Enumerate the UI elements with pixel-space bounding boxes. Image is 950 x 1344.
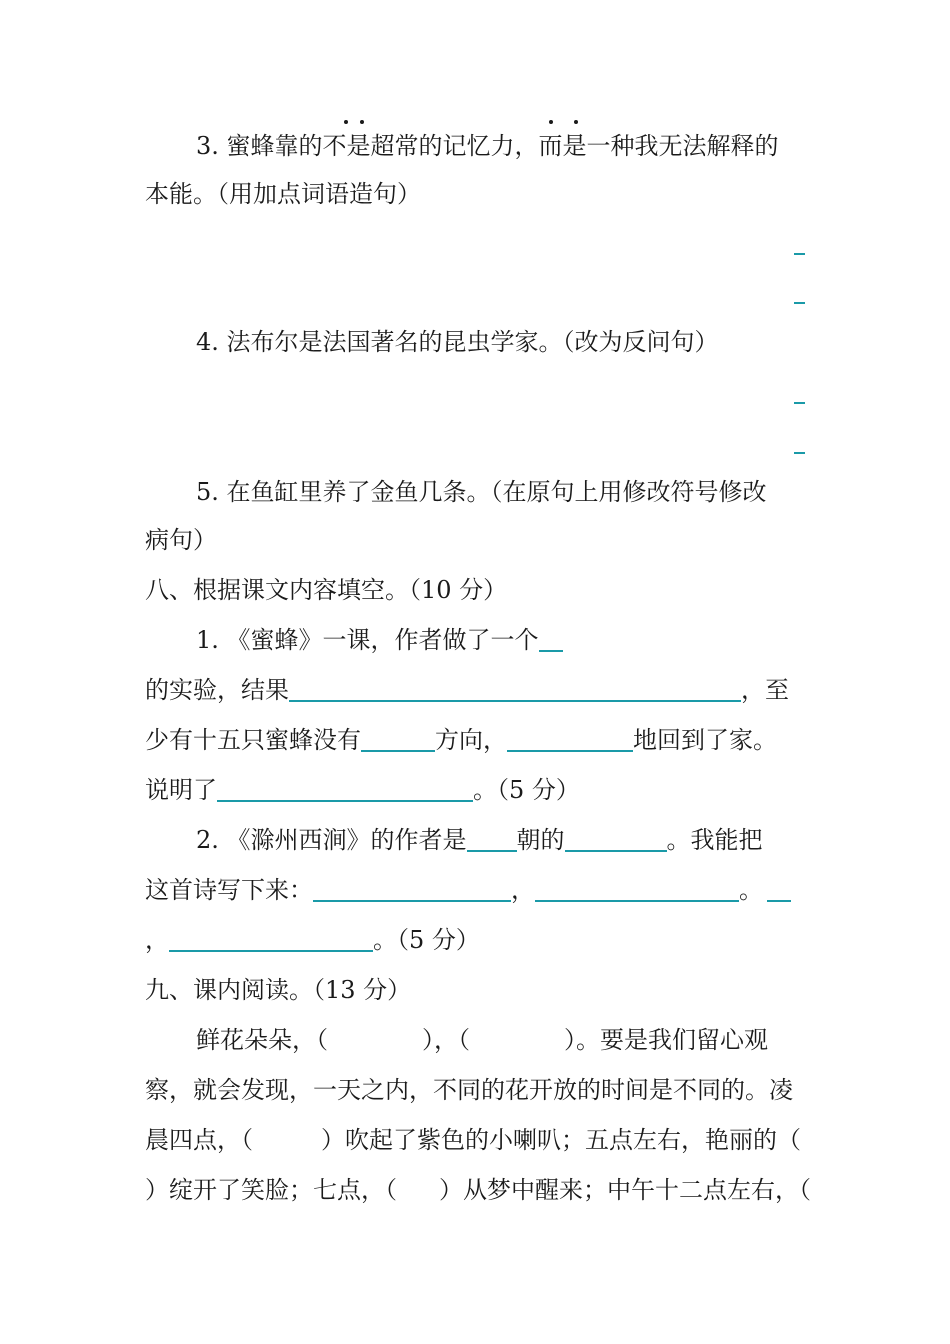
q7-item5-line2: 病句） <box>145 526 217 554</box>
fill-blank[interactable] <box>169 920 373 952</box>
fill-blank[interactable] <box>313 870 511 902</box>
q9-heading: 九、课内阅读。（13 分） <box>145 976 412 1004</box>
fill-blank[interactable] <box>361 720 435 752</box>
q9-para-line1: 鲜花朵朵，（ ），（ ）。要是我们留心观 <box>196 1026 768 1054</box>
fill-blank[interactable] <box>767 870 791 902</box>
fill-blank[interactable] <box>507 720 633 752</box>
q8-line1: 1. 《蜜蜂》一课，作者做了一个 <box>0 620 950 660</box>
q9-para-line2: 察，就会发现，一天之内，不同的花开放的时间是不同的。凌 <box>145 1076 793 1104</box>
q8-line7: ， 。（5 分） <box>0 920 950 960</box>
q8-heading: 八、根据课文内容填空。（10 分） <box>145 576 508 604</box>
answer-line-end[interactable] <box>794 302 805 304</box>
emphasis-dot <box>574 120 578 124</box>
answer-line-end[interactable] <box>794 402 805 404</box>
q8-line2: 的实验，结果 ，至 <box>0 670 950 710</box>
answer-line-end[interactable] <box>794 452 805 454</box>
q8-line5: 2. 《滁州西涧》的作者是 朝的 。我能把 <box>0 820 950 860</box>
answer-line-end[interactable] <box>794 253 805 255</box>
q7-item3-line1: 3. 蜜蜂靠的不是超常的记忆力，而是一种我无法解释的 <box>196 132 779 160</box>
emphasis-dot <box>344 120 348 124</box>
q8-line6: 这首诗写下来： ， 。 <box>0 870 950 910</box>
fill-blank[interactable] <box>467 820 517 852</box>
q9-para-line4: ）绽开了笑脸；七点，（ ）从梦中醒来；中午十二点左右，（ <box>145 1176 811 1204</box>
fill-blank[interactable] <box>565 820 667 852</box>
q7-item4: 4. 法布尔是法国著名的昆虫学家。（改为反问句） <box>196 328 719 356</box>
fill-blank[interactable] <box>539 620 563 652</box>
fill-blank[interactable] <box>217 770 473 802</box>
fill-blank[interactable] <box>289 670 741 702</box>
emphasis-dot <box>360 120 364 124</box>
fill-blank[interactable] <box>535 870 739 902</box>
emphasis-dot <box>549 120 553 124</box>
q7-item5-line1: 5. 在鱼缸里养了金鱼几条。（在原句上用修改符号修改 <box>196 478 767 506</box>
q8-line3: 少有十五只蜜蜂没有 方向， 地回到了家。 <box>0 720 950 760</box>
q9-para-line3: 晨四点，（ ）吹起了紫色的小喇叭；五点左右，艳丽的（ <box>145 1126 801 1154</box>
q7-item3-line2: 本能。（用加点词语造句） <box>145 180 421 208</box>
q8-line4: 说明了 。（5 分） <box>0 770 950 810</box>
